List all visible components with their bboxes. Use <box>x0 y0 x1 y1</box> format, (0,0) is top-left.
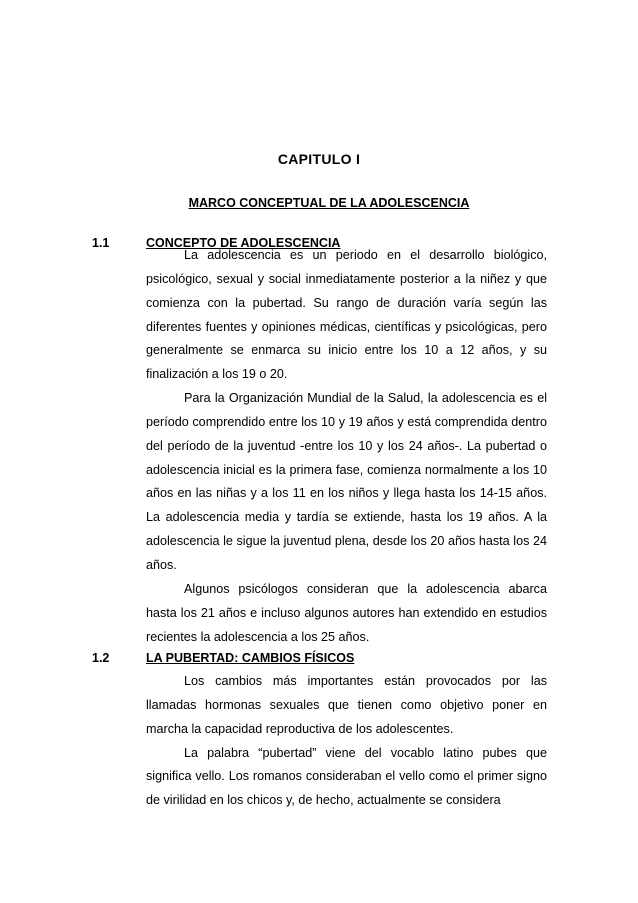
chapter-subtitle: MARCO CONCEPTUAL DE LA ADOLESCENCIA <box>188 196 470 210</box>
paragraph: La adolescencia es un periodo en el desarrollo biológico, psicológico, sexual y social inmediatamente posterior a la niñez y que comienza con la pubertad. Su rango de duración varía según las diferentes fuentes y opiniones médicas, científicas y psicológicas, pero generalmente se enmarca su inicio entre los 10 a 12 años, y su finalización a los 19 o 20. <box>146 248 547 382</box>
paragraph: Los cambios más importantes están provocados por las llamadas hormonas sexuales que tienen como objetivo poner en marcha la capacidad reproductiva de los adolescentes. <box>146 674 547 736</box>
section-number: 1.1 <box>92 236 110 250</box>
section-heading: CONCEPTO DE ADOLESCENCIA <box>146 236 341 250</box>
chapter-title: CAPITULO I <box>277 151 361 167</box>
section-heading: LA PUBERTAD: CAMBIOS FÍSICOS <box>146 651 355 665</box>
paragraph: La palabra “pubertad” viene del vocablo latino pubes que significa vello. Los romanos consideraban el vello como el primer signo de virilidad en los chicos y, de hecho, actualmente se considera <box>146 745 547 808</box>
paragraph: Algunos psicólogos consideran que la adolescencia abarca hasta los 21 años e incluso algunos autores han extendido en estudios recientes la adolescencia a los 25 años. <box>146 581 547 644</box>
section-number: 1.2 <box>92 651 110 665</box>
section-body <box>146 244 547 649</box>
section-body <box>146 670 547 813</box>
paragraph: Para la Organización Mundial de la Salud, la adolescencia es el período comprendido entre los 10 y 19 años y está comprendida dentro del período de la juventud -entre los 10 y los 24 años-. La pubertad o adolescencia inicial es la primera fase, comienza normalmente a los 10 años en las niñas y a los 11 en los niños y llega hasta los 14-15 años. La adolescencia media y tardía se extiende, hasta los 19 años. A la adolescencia le sigue la juventud plena, desde los 20 años hasta los 24 años. <box>146 391 547 572</box>
